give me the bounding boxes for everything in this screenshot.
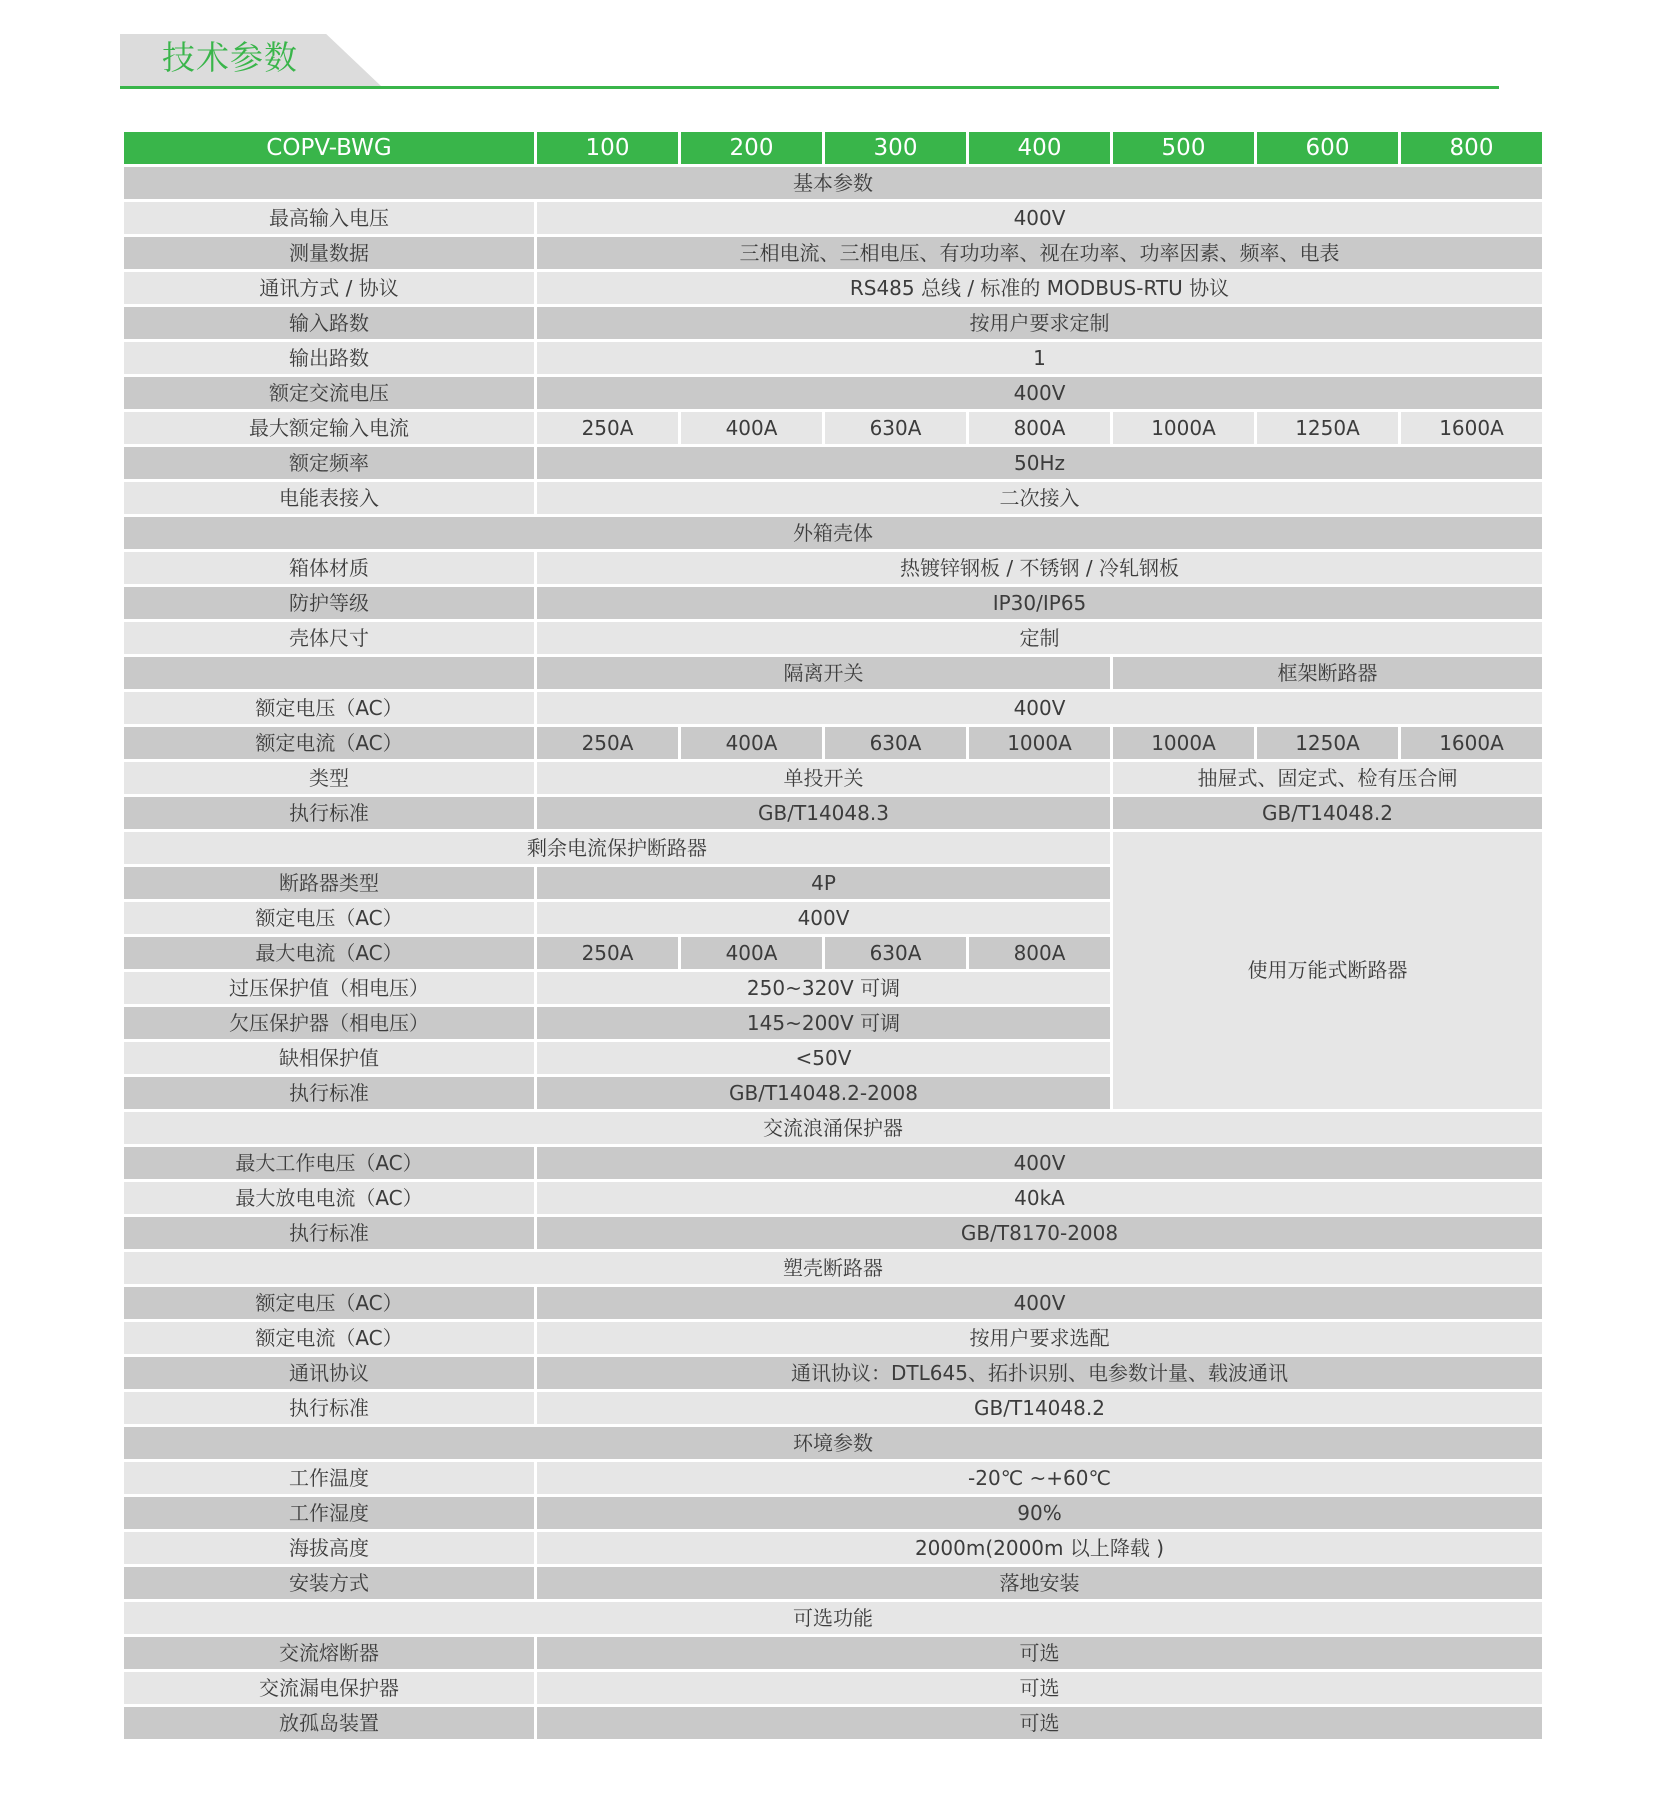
row-label: 防护等级 — [124, 587, 534, 619]
page-title: 技术参数 — [162, 38, 298, 77]
section-row — [124, 517, 1542, 549]
row-value: 通讯协议：DTL645、拓扑识别、电参数计量、载波通讯 — [537, 1357, 1542, 1389]
table-row — [124, 412, 1542, 444]
table-row — [124, 1322, 1542, 1354]
row-value: GB/T14048.2 — [1113, 797, 1542, 829]
row-value: 按用户要求选配 — [537, 1322, 1542, 1354]
table-row — [124, 762, 1542, 794]
table-row — [124, 552, 1542, 584]
row-value: 1000A — [969, 727, 1110, 759]
table-row — [124, 1287, 1542, 1319]
row-value: GB/T14048.2 — [537, 1392, 1542, 1424]
row-value: 二次接入 — [537, 482, 1542, 514]
row-value: 145~200V 可调 — [537, 1007, 1110, 1039]
row-value: 热镀锌钢板 / 不锈钢 / 冷轧钢板 — [537, 552, 1542, 584]
row-value: 90% — [537, 1497, 1542, 1529]
row-value: 400V — [537, 202, 1542, 234]
row-label: 额定电流（AC） — [124, 1322, 534, 1354]
size-header: 500 — [1113, 132, 1254, 164]
row-label: 最大放电电流（AC） — [124, 1182, 534, 1214]
section-row — [124, 167, 1542, 199]
table-row — [124, 307, 1542, 339]
row-value: 400V — [537, 692, 1542, 724]
row-label: 断路器类型 — [124, 867, 534, 899]
row-label: 电能表接入 — [124, 482, 534, 514]
table-row — [124, 692, 1542, 724]
row-value: -20℃ ~+60℃ — [537, 1462, 1542, 1494]
row-label: 过压保护值（相电压） — [124, 972, 534, 1004]
section-row — [124, 657, 1542, 689]
title-underline — [120, 86, 1499, 89]
row-value: 50Hz — [537, 447, 1542, 479]
row-label: 安装方式 — [124, 1567, 534, 1599]
section-row — [124, 1252, 1542, 1284]
table-header-row — [124, 132, 1542, 164]
table-row — [124, 1182, 1542, 1214]
model-header: COPV-BWG — [124, 132, 534, 164]
section-row — [124, 1427, 1542, 1459]
section-row — [124, 1112, 1542, 1144]
row-value: 400V — [537, 902, 1110, 934]
table-row — [124, 237, 1542, 269]
row-value: 250A — [537, 412, 678, 444]
row-label: 额定电压（AC） — [124, 902, 534, 934]
row-value: <50V — [537, 1042, 1110, 1074]
row-label: 测量数据 — [124, 237, 534, 269]
section-row — [124, 1602, 1542, 1634]
row-value: 可选 — [537, 1637, 1542, 1669]
row-label: 额定交流电压 — [124, 377, 534, 409]
spec-table — [121, 129, 1545, 1742]
row-value: 2000m(2000m 以上降载 ) — [537, 1532, 1542, 1564]
section-title: 交流浪涌保护器 — [124, 1112, 1542, 1144]
row-value: 落地安装 — [537, 1567, 1542, 1599]
row-value: 1 — [537, 342, 1542, 374]
row-label: 欠压保护器（相电压） — [124, 1007, 534, 1039]
frame-breaker-note: 使用万能式断路器 — [1113, 832, 1542, 1109]
row-label: 通讯方式 / 协议 — [124, 272, 534, 304]
section-title: 环境参数 — [124, 1427, 1542, 1459]
table-row — [124, 1357, 1542, 1389]
section-title: 剩余电流保护断路器 — [124, 832, 1110, 864]
row-label: 输出路数 — [124, 342, 534, 374]
row-value: 400A — [681, 727, 822, 759]
section-title: 隔离开关 — [537, 657, 1110, 689]
table-row — [124, 1707, 1542, 1739]
row-value: 400V — [537, 377, 1542, 409]
row-value: 250A — [537, 937, 678, 969]
section-title: 塑壳断路器 — [124, 1252, 1542, 1284]
row-value: 40kA — [537, 1182, 1542, 1214]
table-row — [124, 1532, 1542, 1564]
row-label: 最大额定输入电流 — [124, 412, 534, 444]
row-value: GB/T14048.2-2008 — [537, 1077, 1110, 1109]
table-row — [124, 272, 1542, 304]
row-value: 800A — [969, 937, 1110, 969]
section-title: 基本参数 — [124, 167, 1542, 199]
row-value: 1250A — [1257, 412, 1398, 444]
row-value: 630A — [825, 937, 966, 969]
row-value: IP30/IP65 — [537, 587, 1542, 619]
row-value: GB/T8170-2008 — [537, 1217, 1542, 1249]
row-label: 最高输入电压 — [124, 202, 534, 234]
row-label: 工作湿度 — [124, 1497, 534, 1529]
table-row — [124, 377, 1542, 409]
table-row — [124, 1672, 1542, 1704]
section-title: 可选功能 — [124, 1602, 1542, 1634]
row-value: 可选 — [537, 1672, 1542, 1704]
table-row — [124, 622, 1542, 654]
row-value: 400A — [681, 937, 822, 969]
row-label: 执行标准 — [124, 1077, 534, 1109]
table-row — [124, 1497, 1542, 1529]
row-value: 抽屉式、固定式、检有压合闸 — [1113, 762, 1542, 794]
row-label: 额定频率 — [124, 447, 534, 479]
table-row — [124, 797, 1542, 829]
row-label: 海拔高度 — [124, 1532, 534, 1564]
row-value: 1600A — [1401, 727, 1542, 759]
row-label: 类型 — [124, 762, 534, 794]
size-header: 200 — [681, 132, 822, 164]
row-label: 执行标准 — [124, 1392, 534, 1424]
row-label: 执行标准 — [124, 1217, 534, 1249]
table-row — [124, 1567, 1542, 1599]
table-row — [124, 447, 1542, 479]
row-value: 按用户要求定制 — [537, 307, 1542, 339]
row-label: 通讯协议 — [124, 1357, 534, 1389]
row-label: 壳体尺寸 — [124, 622, 534, 654]
row-value: 1250A — [1257, 727, 1398, 759]
row-label: 工作温度 — [124, 1462, 534, 1494]
row-value: 可选 — [537, 1707, 1542, 1739]
row-value: 定制 — [537, 622, 1542, 654]
row-value: RS485 总线 / 标准的 MODBUS-RTU 协议 — [537, 272, 1542, 304]
table-row — [124, 587, 1542, 619]
row-label: 执行标准 — [124, 797, 534, 829]
row-label: 最大工作电压（AC） — [124, 1147, 534, 1179]
row-label: 额定电压（AC） — [124, 692, 534, 724]
row-label: 缺相保护值 — [124, 1042, 534, 1074]
table-row — [124, 1462, 1542, 1494]
row-label: 箱体材质 — [124, 552, 534, 584]
row-value: 400V — [537, 1287, 1542, 1319]
table-row — [124, 1147, 1542, 1179]
row-value: GB/T14048.3 — [537, 797, 1110, 829]
row-value: 250~320V 可调 — [537, 972, 1110, 1004]
row-label: 交流漏电保护器 — [124, 1672, 534, 1704]
size-header: 400 — [969, 132, 1110, 164]
table-row — [124, 342, 1542, 374]
row-value: 1000A — [1113, 727, 1254, 759]
row-value: 250A — [537, 727, 678, 759]
size-header: 600 — [1257, 132, 1398, 164]
row-label: 交流熔断器 — [124, 1637, 534, 1669]
row-label: 额定电压（AC） — [124, 1287, 534, 1319]
section-title: 框架断路器 — [1113, 657, 1542, 689]
row-value: 800A — [969, 412, 1110, 444]
row-value: 三相电流、三相电压、有功功率、视在功率、功率因素、频率、电表 — [537, 237, 1542, 269]
table-row — [124, 727, 1542, 759]
row-label: 最大电流（AC） — [124, 937, 534, 969]
row-value: 400A — [681, 412, 822, 444]
row-value: 单投开关 — [537, 762, 1110, 794]
table-row — [124, 482, 1542, 514]
row-label: 额定电流（AC） — [124, 727, 534, 759]
row-label: 输入路数 — [124, 307, 534, 339]
size-header: 100 — [537, 132, 678, 164]
row-value: 400V — [537, 1147, 1542, 1179]
table-row — [124, 202, 1542, 234]
table-row — [124, 1217, 1542, 1249]
size-header: 800 — [1401, 132, 1542, 164]
row-value: 1600A — [1401, 412, 1542, 444]
row-value: 630A — [825, 412, 966, 444]
row-value: 630A — [825, 727, 966, 759]
row-label — [124, 657, 534, 689]
table-row — [124, 1392, 1542, 1424]
table-row — [124, 1637, 1542, 1669]
size-header: 300 — [825, 132, 966, 164]
row-label: 放孤岛装置 — [124, 1707, 534, 1739]
section-title: 外箱壳体 — [124, 517, 1542, 549]
row-value: 1000A — [1113, 412, 1254, 444]
row-value: 4P — [537, 867, 1110, 899]
section-row — [124, 832, 1542, 864]
